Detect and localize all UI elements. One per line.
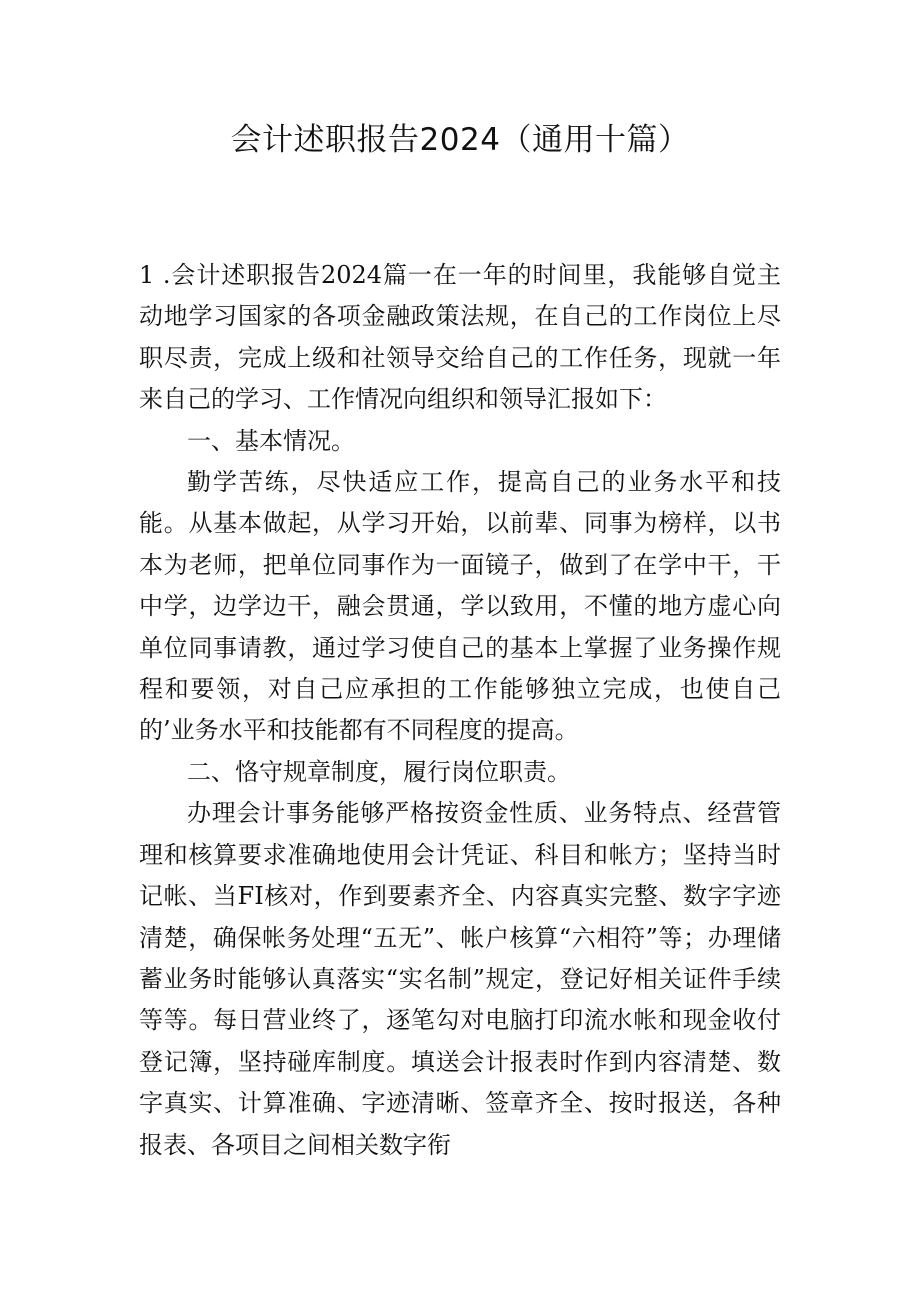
paragraph-rules: 办理会计事务能够严格按资金性质、业务特点、经营管理和核算要求准确地使用会计凭证、科目和帐方；坚持当时记帐、当FI核对，作到要素齐全、内容真实完整、数字字迹清楚，确保帐务处理“五无”、帐户核算“六相符”等；办理储蓄业务时能够认真落实“实名制”规定，登记好相关证件手续等等。每日营业终了，逐笔勾对电脑打印流水帐和现金收付登记簿，坚持碰库制度。填送会计报表时作到内容清楚、数字真实、计算准确、字迹清晰、签章齐全、按时报送，各种报表、各项目之间相关数字衔 — [139, 799, 781, 1159]
section-heading-basic: 一、基本情况。 — [187, 426, 355, 455]
paragraph-basic: 勤学苦练，尽快适应工作，提高自己的业务水平和技能。从基本做起，从学习开始，以前辈、同事为榜样，以书本为老师，把单位同事作为一面镜子，做到了在学中干，干中学，边学边干，融会贯通，学以致用，不懂的地方虚心向单位同事请教，通过学习使自己的基本上掌握了业务操作规程和要领，对自己应承担的工作能够独立完成，也使自己的’业务水平和技能都有不同程度的提高。 — [139, 468, 781, 745]
document-body — [139, 255, 781, 1166]
section-heading-rules: 二、恪守规章制度，履行岗位职责。 — [187, 757, 571, 786]
document-title: 会计述职报告2024（通用十篇） — [230, 122, 690, 158]
paragraph-intro: 1 .会计述职报告2024篇一在一年的时间里，我能够自觉主动地学习国家的各项金融政策法规，在自己的工作岗位上尽职尽责，完成上级和社领导交给自己的工作任务，现就一年来自己的学习、工作情况向组织和领导汇报如下： — [139, 261, 781, 414]
